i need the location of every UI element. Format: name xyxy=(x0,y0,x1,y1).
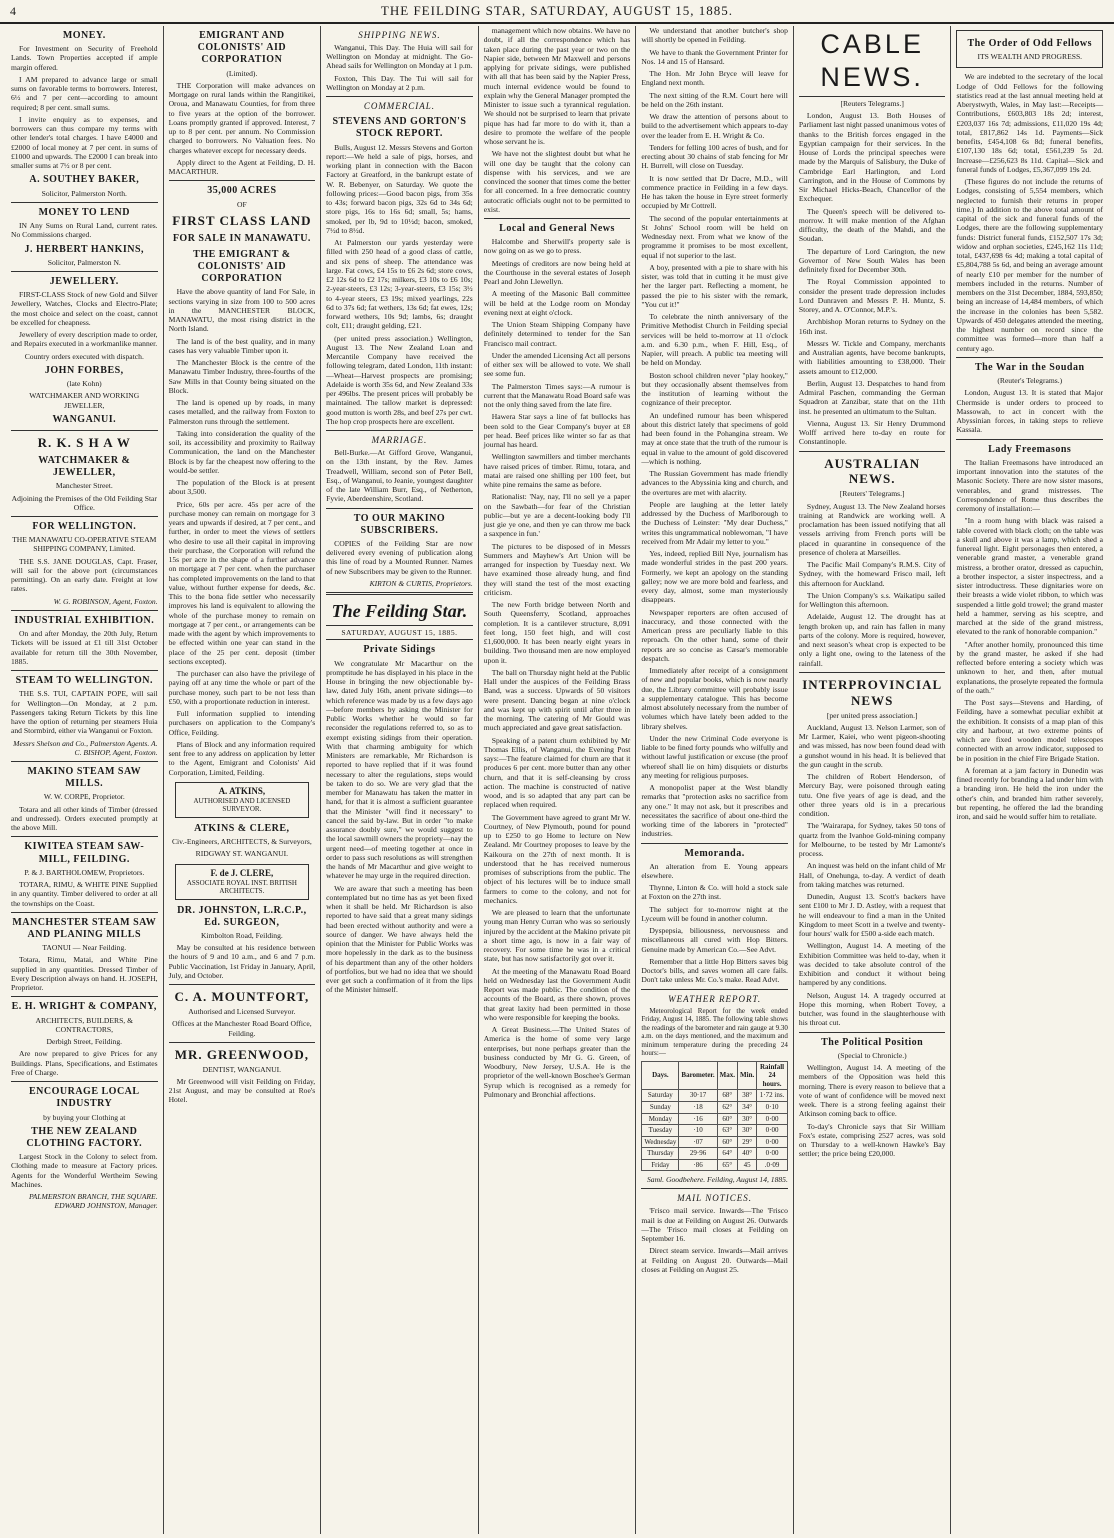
text: Under the amended Licensing Act all persons of either sex will be allowed to vote. We shall see some fun. xyxy=(483,350,631,379)
table-cell: Saturday xyxy=(642,1090,679,1102)
text: Largest Stock in the Colony to select from. Clothing made to measure at Factory prices. Agents for the Wonderful Wertheim Sewing Machines. xyxy=(11,1152,158,1189)
text: The new Forth bridge between North and South Queensferry, Scotland, approaches completion. It is a cantilever structure, 8,091 feet long, 150 feet high, and will cost £1,600,000. It has been nearly eight years in building. Two thousand men are now employed upon it. xyxy=(483,600,631,665)
table-cell: 68° xyxy=(717,1090,737,1102)
text: Derbigh Street, Feilding. xyxy=(46,1037,123,1047)
text: THE S.S. TUI, CAPTAIN POPE, will sail for Wellington—On Monday, at 2 p.m. Passengers taking Return Tickets by this line have the option of returning per steamers Huia and Stormbird, either via Wanganui or Foxton. xyxy=(11,689,158,736)
signature: W. G. ROBINSON, Agent, Foxton. xyxy=(53,596,158,606)
text: The pictures to be disposed of in Messrs Summers and Mayhew's Art Union will be arranged for inspection by Tuesday next. We have examined those already hung, and find they will stand the test of the most exacting criticism. xyxy=(483,541,631,597)
text: We are aware that such a meeting has been contemplated but no time has as yet been fixed when it shall be held. Mr Richardson is also reported to have said that a great many sidings had been erected without authority and were a source of danger. We have always held the opinion that the Minister for Public Works was more hopelessly in the dark as to the business of his department than any of the other holders of portfolios, but we had no idea that we should ever get such a confirmation of it from the lips of the Minister himself. xyxy=(326,883,473,995)
signature: Messrs Shelson and Co., Palmerston Agents. A. C. BISHOP, Agent, Foxton. xyxy=(13,738,158,757)
text: We are indebted to the secretary of the local Lodge of Odd Fellows for the following statistics read at the last annual meeting held at Aberystwyth, Wales, in May last:—Receipts—Contributions, £603,803 18s 2d; interest, £203,037 16s 7d; admissions, £11,020 19s 4d; total, £817,862 14s 1d. Payments—Sick benefits, £454,108 6s 8d; funeral benefits, £107,130 18s 6d; total, £561,239 5s 2d. Increase—£256,623 8s 11d. Capital—Sick and funeral funds of Lodges, £5,367,099 19s 2d. xyxy=(956,72,1104,174)
text: The Queen's speech will be delivered to-morrow. It will make mention of the Afghan difficulty, the death of the Mahdi, and the Soudan. xyxy=(798,206,946,244)
table-cell: 1·72 ins. xyxy=(757,1090,788,1102)
table-cell: 60° xyxy=(717,1136,737,1148)
column-7 xyxy=(951,26,1108,1534)
advertiser-name: MR. GREENWOOD, xyxy=(174,1046,309,1062)
column-5 xyxy=(636,26,794,1534)
text: May be consulted at his residence between the hours of 9 and 10 a.m., and 6 and 7 p.m. Public Vaccination, 1st Friday in January, April, July, and October. xyxy=(168,943,316,980)
text: Mr Greenwood will visit Feilding on Friday, 21st August, and may be consulted at Roe's Hotel. xyxy=(168,1076,316,1105)
heading-industrial-exhibition: INDUSTRIAL EXHIBITION. xyxy=(14,614,155,626)
dateline: SATURDAY, AUGUST 15, 1885. xyxy=(326,625,473,640)
advert-box-clere xyxy=(175,864,310,900)
text: Boston school children never "play hookey," but they occasionally absent themselves from the institution of learning without the cognizance of their preceptor. xyxy=(641,370,788,408)
text: Kimbolton Road, Feilding. xyxy=(200,930,283,940)
divider xyxy=(11,610,158,611)
text: Apply direct to the Agent at Feilding, D. H. MACARTHUR. xyxy=(168,157,316,177)
text: Rationalist: 'Nay, nay, I'll no sell ye a paper on the Sawbath—for fear of the Christian public—but ye are a decent-looking body I'll just gie ye one, and then ye can throw me back a saxpence in fun.' xyxy=(483,492,631,539)
text: THE Corporation will make advances on Mortgage on rural lands within the Rangitikei, Oroua, and Manawatu Counties, for from three to five years at the option of the borrower. Loans promptly granted if approved. Interest, 7 up to 8 per cent. per annum. No Commission charged to borrowers. No Valuation fees. No charges whatever except for necessary deeds. xyxy=(168,80,316,155)
heading-interprovincial-news: INTERPROVINCIAL NEWS xyxy=(802,676,943,708)
text: London, August 13. It is stated that Major Chermside is under orders to proceed to Massowah, to act in concert with the Abyssinian forces, in taking steps to relieve Kassala. xyxy=(956,388,1104,435)
text: We understand that another butcher's shop will shortly be opened in Feilding. xyxy=(641,26,788,45)
text: RIDGWAY ST. WANGANUI. xyxy=(195,849,289,859)
heading-local-and-general: Local and General News xyxy=(499,223,615,234)
text: OF xyxy=(237,199,247,209)
divider xyxy=(799,672,946,673)
table-row xyxy=(642,1125,788,1137)
table-cell: 45 xyxy=(738,1159,757,1171)
table-cell: Sunday xyxy=(642,1101,679,1113)
text: Hawera Star says a line of fat bullocks has been sold to the Gear Company's buyer at £8 per head. Beef prices like winter so far as that journal has heard. xyxy=(483,412,631,450)
text: The subject for to-morrow night at the Lyceum will be found in another column. xyxy=(641,904,788,923)
text: The Manchester Block is the centre of the Manawatu Timber Industry, three-fourths of the Saw Mills in that County being situated on the Block. xyxy=(168,358,316,395)
advertiser-name: JOHN FORBES, xyxy=(44,364,124,376)
advertiser-title: WATCHMAKER & JEWELLER, xyxy=(38,454,131,479)
heading-acres: 35,000 ACRES xyxy=(207,185,277,197)
column-3 xyxy=(321,26,479,1534)
table-cell: 0·00 xyxy=(757,1125,788,1137)
advertiser-name: ATKINS & CLERE, xyxy=(194,822,290,834)
advertiser-name: R. K. S H A W xyxy=(37,435,131,451)
signature: PALMERSTON BRANCH, THE SQUARE. EDWARD JOHNSTON, Manager. xyxy=(28,1192,158,1211)
advertiser-name: C. A. MOUNTFORT, xyxy=(174,989,310,1005)
text: We draw the attention of persons about to build to the advertisement which appears to-day over the leader from E. H. Wright & Co. xyxy=(641,112,788,140)
table-cell: ·86 xyxy=(679,1159,717,1171)
column-4 xyxy=(479,26,637,1534)
signature: KIRTON & CURTIS, Proprietors. xyxy=(369,578,473,588)
text: Jewellery of every description made to order, and Repairs executed in a workmanlike manner. xyxy=(11,330,158,349)
page-columns xyxy=(6,26,1108,1534)
column-6 xyxy=(794,26,952,1534)
text: AUTHORISED AND LICENSED SURVEYOR. xyxy=(193,796,291,814)
newspaper-title: The Feilding Star. xyxy=(331,601,468,622)
table-cell: 29·96 xyxy=(679,1148,717,1160)
table-cell: 0·10 xyxy=(757,1101,788,1113)
heading-aid-corporation: EMIGRANT AND COLONISTS' AID CORPORATION xyxy=(197,30,287,66)
divider xyxy=(956,439,1103,440)
advertiser-name: DR. JOHNSTON, L.R.C.P., Ed. SURGEON, xyxy=(177,904,307,928)
table-cell: 60° xyxy=(717,1113,737,1125)
text: We have to thank the Government Printer for Nos. 14 and 15 of Hansard. xyxy=(641,47,788,66)
table-cell: 29° xyxy=(738,1136,757,1148)
table-header: Min. xyxy=(738,1061,757,1090)
text: (late Kohn) xyxy=(66,379,102,389)
text: To celebrate the ninth anniversary of the Primitive Methodist Church in Feilding special services will be held to-morrow at 11 o'clock a.m. and 6.30 p.m., when F. Hill, Esq., of Napier, will preach. A public tea meeting will be held on Monday. xyxy=(641,312,788,368)
text: TAONUI — Near Feilding. xyxy=(42,943,127,953)
heading-cable-news: CABLE NEWS. xyxy=(799,28,946,97)
text: Dyspepsia, biliousness, nervousness and miscellaneous all cured with Hop Bitters. Genuine made by American Co.—See Advt. xyxy=(641,926,788,954)
text: (Limited). xyxy=(226,68,258,78)
divider xyxy=(956,357,1103,358)
heading-weather-report: WEATHER REPORT. xyxy=(668,993,762,1004)
table-cell: 0·00 xyxy=(757,1148,788,1160)
odd-fellows-box xyxy=(956,30,1103,68)
text: Berlin, August 13. Despatches to hand from Admiral Paschen, commanding the German Squadron at Zanzibar, state that on the 11th inst. he presented an ultimatum to the Sultan. xyxy=(798,378,946,416)
text: Direct steam service. Inwards—Mail arrives at Feilding on August 20. Outwards—Mail closes at Feilding on August 25. xyxy=(641,1246,788,1274)
divider xyxy=(484,218,631,219)
text: IN Any Sums on Rural Land, current rates. No Commissions charged. xyxy=(11,221,158,240)
text: A foreman at a jam factory in Dunedin was fined recently for branding a lad under him with a branding iron. He held the iron under the other's chin, and branded him rather severely, but repenting, he offered the lad the branding iron, and said he would suffer him to retaliate. xyxy=(956,765,1104,822)
heading-odd-fellows: The Order of Odd Fellows xyxy=(967,38,1093,49)
table-cell: 38° xyxy=(738,1090,757,1102)
table-row xyxy=(642,1148,788,1160)
heading-stock-report: STEVENS AND GORTON'S STOCK REPORT. xyxy=(332,116,467,140)
heading-encourage-local-industry: ENCOURAGE LOCAL INDUSTRY xyxy=(29,1086,140,1110)
text: The next sitting of the R.M. Court here will be held on the 26th instant. xyxy=(641,90,788,109)
table-cell: ·07 xyxy=(679,1136,717,1148)
text: W. W. CORPE, Proprietor. xyxy=(43,792,125,802)
text: A meeting of the Masonic Ball committee will be held at the Lodge room on Monday evening next at eight o'clock. xyxy=(483,289,631,317)
masthead xyxy=(0,0,1114,24)
text: The Russian Government has made friendly advances to the Abyssinia king and church, and the overtures are met with alacrity. xyxy=(641,469,788,497)
text: Vienna, August 13. Sir Henry Drummond Wolff arrived here to-day en route for Constantinople. xyxy=(798,418,946,447)
text: Totara and all other kinds of Timber (dressed and undressed). Orders executed promptly at the above Mill. xyxy=(11,804,158,833)
table-cell: 64° xyxy=(717,1148,737,1160)
heading-jewellery: JEWELLERY. xyxy=(49,276,119,287)
heading-private-sidings: Private Sidings xyxy=(363,644,436,656)
text: COPIES of the Feilding Star are now delivered every evening of publication along this line of road by a Mounted Runner. Names of new Subscribers may be given to the Runner. xyxy=(326,538,473,576)
text: Full information supplied to intending purchasers on application to the Company's Office, Feilding. xyxy=(168,709,316,737)
text: P. & J. BARTHOLOMEW, Proprietors. xyxy=(24,867,145,877)
text: Adelaide, August 12. The drought has at length broken up, and rain has fallen in many parts of the colony. More is required, however, and next season's wheat crop is expected to be only a light one, owing to the lateness of the rainfall. xyxy=(798,612,946,668)
divider xyxy=(11,836,158,837)
heading-memoranda: Memoranda. xyxy=(684,847,745,859)
text: Archbishop Moran returns to Sydney on the 16th inst. xyxy=(798,317,946,336)
text: (These figures do not include the returns of Lodges, consisting of 5,554 members, which neglected to furnish their returns in proper time.) In addition to the above total amount of capital of the sick and funeral funds of the Lodges, there are the following supplementary funds: District funeral funds, £152,507 17s 3d; widow and orphan societies, £245,162 11s 11d; total, £437,698 6s 4d; making a total capital of £5,804,788 5s 6d, and being an average amount of nearly £10 per member for the number of members included in the returns. Number of members on the 31st December, 1884, 593,850; being an increase of 14,484 members, of which the increase in the colonies has been 5,582. Upwards of 450 delegates attended the meeting, the highest number on record since the committee was formed—more than half a century ago. xyxy=(956,177,1104,353)
text: 'Frisco mail service. Inwards—The 'Frisco mail is due at Feilding on August 26. Outwards—The 'Frisco mail closes at Feilding on September 16. xyxy=(641,1206,788,1244)
divider xyxy=(11,430,158,431)
text: An inquest was held on the infant child of Mr Hall, of Onehunga, to-day. A verdict of death from taking matches was returned. xyxy=(798,861,946,889)
text: Auckland, August 13. Nelson Larmer, son of Mr Larmer, Kaiei, who went pigeon-shooting and was missed, has now been found dead with a gunshot wound in his head. It is believed that the gun caught in the scrub. xyxy=(798,722,946,769)
text: [Reuters Telegrams.] xyxy=(840,98,904,108)
table-row xyxy=(642,1101,788,1113)
divider xyxy=(326,592,473,595)
table-cell: 62° xyxy=(717,1101,737,1113)
table-cell: .0·09 xyxy=(757,1159,788,1171)
text: TOTARA, RIMU, & WHITE PINE Supplied in any quantity. Timber delivered to order at all the townships on the Coast. xyxy=(11,880,158,908)
advertiser-title: Solicitor, Palmerston North. xyxy=(41,188,127,198)
heading-political-position: The Political Position xyxy=(821,1036,924,1048)
table-cell: Thursday xyxy=(642,1148,679,1160)
text: Meetings of creditors are now being held at the Courthouse in the several estates of Joseph Pearl and John Llewellyn. xyxy=(483,258,631,287)
divider xyxy=(11,1081,158,1082)
table-cell: 0·00 xyxy=(757,1113,788,1125)
text: (per united press association.) Wellington, August 13. The New Zealand Loan and Mercantile Company have received the following telegram, dated London, 11th instant:—Wheat—Harvest prospects are promising; Adelaide is worth 35s 6d, and New Zealand 33s per 496lbs. The present prices will probably be maintained. The tallow market is depressed: good mutton is worth 28s, and beef 27s per cwt. The hop crop prospects here are excellent. xyxy=(326,333,473,426)
table-cell: Monday xyxy=(642,1113,679,1125)
text: For Investment on Security of Freehold Lands. Town Properties accepted if ample margin offered. xyxy=(11,44,158,72)
text: Nelson, August 14. A tragedy occurred at Hope this morning, when Robert Tovey, a butcher, was found in the slaughterhouse with his throat cut. xyxy=(798,990,946,1028)
text: THE S.S. JANE DOUGLAS, Capt. Fraser, will sail for the above port (circumstances permitting). On an early date. Freight at low rates. xyxy=(11,556,158,594)
signature: Saml. Goodbehere. Feilding, August 14, 1885. xyxy=(646,1175,788,1185)
text: Bulls, August 12. Messrs Stevens and Gorton report:—We held a sale of pigs, horses, and working plant in connection with the Bacon Factory at Greatford, in the bankrupt estate of W. R. Bebenyer, on Saturday. We quote the following prices:—Good bacon pigs, from 35s to 43s; forward bacon pigs, 32s 6d to 34s 6d; store pigs, 16s to 16s 6d; small, 5s; hams, smoked, per lb, 9d to 10½d; bacon, smoked, 7½d to 8½d. xyxy=(326,142,473,235)
advertiser-name: A. ATKINS, xyxy=(218,785,266,796)
text: The Palmerston Times says:—A rumour is current that the Manawatu Road Board safe was not the only thing saved from the late fire. xyxy=(483,381,631,410)
text: Thynne, Linton & Co. will hold a stock sale at Foxton on the 27th inst. xyxy=(641,883,788,902)
text: Yes, indeed, replied Bill Nye, journalism has made wonderful strides in the past 200 years. Formerly, we kept an apology on the standing galley; now we are more bold and fearless, and every day, almost, some man mysteriously disappears. xyxy=(641,549,788,605)
text: The land is of the best quality, and in many cases has very valuable Timber upon it. xyxy=(168,336,316,355)
divider xyxy=(11,912,158,913)
text: The departure of Lord Carington, the new Governor of New South Wales has been definitely fixed for December 30th. xyxy=(798,246,946,275)
divider xyxy=(11,670,158,671)
heading-australian-news: AUSTRALIAN NEWS. xyxy=(824,455,921,487)
divider xyxy=(11,761,158,762)
text: A monopolist paper at the West blandly remarks that "protection asks no sacrifice from any one." It may not ask, but it prescribes and necessitates the sacrifice of about one-third the working time of the laborers in "protected" industries. xyxy=(641,783,788,839)
table-cell: 30·17 xyxy=(679,1090,717,1102)
text: ARCHITECTS, BUILDERS, & CONTRACTORS, xyxy=(35,1015,134,1034)
heading-shipping-news: SHIPPING NEWS. xyxy=(358,30,441,40)
text: On and after Monday, the 20th July, Return Tickets will be issued at £1 till 31st October available for return till the 30th November, 1885. xyxy=(11,629,158,666)
table-header: Days. xyxy=(642,1061,679,1090)
table-header: Barometer. xyxy=(679,1061,717,1090)
heading-makino-saw-mills: MAKINO STEAM SAW MILLS. xyxy=(27,766,142,790)
divider xyxy=(169,1042,316,1043)
text: Manchester Street. xyxy=(55,481,113,491)
text: The purchaser can also have the privilege of paying off at any time the whole or part of the purchase money, such part to be not less than £50, with a proportionate reduction in interest. xyxy=(168,669,316,706)
text: At Palmerston our yards yesterday were filled with 250 head of a good class of cattle, and six pens of sheep. The attendance was large. Fat cows, £4 15s to £6 2s 6d; store cows, £2 12s 6d to £2 17s; milkers, £3 10s to £6 10s; 2-year-steers, £3 12s; 3-year-steers, £3 15s; 3½ to 4-year steers, £3 19s; mixed yearlings, 22s 6d to 37s 6d; fat wethers, 13s 6d; fat ewes, 12s; forward wethers, 10s 9d; lambs, 6s; draught colt, £11; draught gelding, £21. xyxy=(326,238,473,331)
text: Country orders executed with dispatch. xyxy=(24,351,144,361)
divider xyxy=(169,984,316,985)
table-cell: 34° xyxy=(738,1101,757,1113)
text: Bell-Burke.—At Gifford Grove, Wanganui, on the 13th instant, by the Rev. James Treadwell, William, second son of Peter Bell, Esq., of Wanganui, to Jeanie, youngest daughter of the late William Burr, Esq., of Netherton, Fyvie, Aberdeenshire, Scotland. xyxy=(326,448,473,504)
text: WATCHMAKER AND WORKING JEWELLER, xyxy=(29,391,140,410)
heading-steam-to-wellington: STEAM TO WELLINGTON. xyxy=(15,675,153,687)
divider xyxy=(11,516,158,517)
text: The Royal Commission appointed to consider the present trade depression includes Lord Dunraven and Messrs P. H. Muntz, S. Storey, and A. O'Connor, M.P.'s. xyxy=(798,277,946,315)
heading-war-in-soudan: The War in the Soudan xyxy=(974,361,1085,373)
text: management which now obtains. We have no doubt, if all the correspondence which has taken place during the past year or two on the Napier side, between Mr Maxwell and persons applying for private sidings, were published with all that has been said by the Napier Press, much internal evidence would be found to explain why the General Manager prompted the Minister to issue such a tyrannical regulation. We should not be surprised to learn that private pique has had far more to do with it, than a desire to promote the welfare of the people whose servant he is. xyxy=(483,26,631,146)
column-1 xyxy=(6,26,164,1534)
heading-money-to-lend: MONEY TO LEND xyxy=(38,206,130,218)
divider xyxy=(799,1032,946,1033)
heading-kiwitea-saw-mill: KIWITEA STEAM SAW-MILL, FEILDING. xyxy=(24,841,145,865)
text: Are now prepared to give Prices for any Buildings. Plans, Specifications, and Estimates Free of Charge. xyxy=(11,1049,158,1077)
text: by buying your Clothing at xyxy=(43,1112,126,1122)
text: A boy, presented with a pie to share with his sister, was told that in cutting it he must give her the larger part. Reflecting a moment, he passed the pie to his sister with the remark, "You cut it!" xyxy=(641,262,788,309)
text: The population of the Block is at present about 3,500. xyxy=(168,478,316,497)
text: I invite enquiry as to expenses, and borrowers can thus compare my terms with other lender's total charges. I have £4000 and £2000 of local money at 7 per cent. in sums of £1000 and upwards. The £2000 I can break into smaller sums at 7½ or 8 per cent. xyxy=(11,114,158,171)
advertiser-name: E. H. WRIGHT & COMPANY, xyxy=(11,1001,157,1013)
table-cell: ·16 xyxy=(679,1113,717,1125)
weather-table xyxy=(641,1061,788,1171)
text: THE MANAWATU CO-OPERATIVE STEAM SHIPPING COMPANY, Limited. xyxy=(12,535,157,554)
text: We have not the slightest doubt but what he will one day be taught that the colony can dispense with his services, and we are convinced the sooner that times come the better for all concerned. In a free democratic country autocratic officials ought not to be permitted to exist. xyxy=(483,149,631,214)
text: The Government have agreed to grant Mr W. Courtney, of New Plymouth, pound for pound up to £250 to go Home to lecture on New Zealand. Mr Courtney proposes to leave by the Kaikoura on the 27th of next month. It is understood that he has received numerous promises of subscriptions from the public. The object of his lectures will be to induce small farmers to come to the colony, and not for mechanics. xyxy=(483,812,631,905)
text: Plans of Block and any information required sent free to any address on application by letter to the Agent, Emigrant and Colonists' Aid Corporation, Limited, Feilding. xyxy=(168,739,316,777)
divider xyxy=(641,989,788,990)
text: Adjoining the Premises of the Old Feilding Star Office. xyxy=(11,493,157,512)
text: Wellington, August 14. A meeting of the Exhibition Committee was held to-day, when it was decided to take absolute control of the Exhibition and conduct it without being hampered by any conditions. xyxy=(798,941,946,988)
text: Newspaper reporters are often accused of inaccuracy, and those connected with the American press are peculiarly liable to this reproach. On the other hand, some of their reports are so concise as Cæsar's memorable despatch. xyxy=(641,607,788,663)
table-cell: ·18 xyxy=(679,1101,717,1113)
table-cell: Friday xyxy=(642,1159,679,1171)
heading-lady-freemasons: Lady Freemasons xyxy=(988,443,1072,455)
text: Wellington, August 14. A meeting of the members of the Opposition was held this morning. There is every reason to believe that a vote of want of confidence will be moved next week. There is a strong feeling against their Atkinson coming back to office. xyxy=(798,1063,946,1119)
advertiser-name: THE NEW ZEALAND CLOTHING FACTORY. xyxy=(26,1125,143,1149)
heading-first-class-land: FIRST CLASS LAND xyxy=(172,212,312,228)
text: At the meeting of the Manawatu Road Board held on Wednesday last the Government Audit Report was made public. The condition of the accounts of the Board, as there shown, proves that great laxity had been permitted in those who were responsible for keeping the books. xyxy=(483,966,631,1022)
advertiser-name: J. HERBERT HANKINS, xyxy=(24,243,145,255)
text: Wellington sawmillers and timber merchants have raised prices of timber. Rimu, totara, and matai are raised one shilling per 100 feet, but white pine remains the same as before. xyxy=(483,452,631,490)
text: The Pacific Mail Company's R.M.S. City of Sydney, with the homeward Frisco mail, left this afternoon for Auckland. xyxy=(798,560,946,588)
table-header-row xyxy=(642,1061,788,1090)
text: ASSOCIATE ROYAL INST. BRITISH ARCHITECTS. xyxy=(186,878,297,896)
advertiser-title: Solicitor, Palmerston N. xyxy=(47,257,121,267)
table-cell: 30° xyxy=(738,1113,757,1125)
table-cell: 30° xyxy=(738,1125,757,1137)
text: Taking into consideration the quality of the soil, its accessibility and proximity to Railway Communication, the land on the Manchester Block is by far the cheapest now offering to the would-be settler. xyxy=(168,428,316,475)
advertiser-town: WANGANUI. xyxy=(52,413,117,425)
divider xyxy=(641,1188,788,1189)
text: Offices at the Manchester Road Board Office, Feilding. xyxy=(172,1019,312,1038)
table-cell: 65° xyxy=(717,1159,737,1171)
divider xyxy=(326,96,473,97)
text: An alteration from E. Young appears elsewhere. xyxy=(641,861,788,880)
text: The ball on Thursday night held at the Public Hall under the auspices of the Feilding Brass Band, was a success. Upwards of 50 visitors were present. Dancing began at nine o'clock and was kept up with spirit until after three in the morning. The catering of Mr Gould was much appreciated and gave great satisfaction. xyxy=(483,667,631,733)
heading-for-wellington: FOR WELLINGTON. xyxy=(32,521,137,533)
text: Totara, Rimu, Matai, and White Pine supplied in any quantities. Dressed Timber of Every Description always on hand. H. JOSEPH, Proprietor. xyxy=(11,955,158,993)
table-header: Max. xyxy=(717,1061,737,1090)
text: "After another homily, pronounced this time by the grand master, he asked if she had reflected before entering a society which was unknown to her, and then, after mutual explanations, the proselyte repeated the formula of the oath." xyxy=(956,639,1104,695)
table-cell: 40° xyxy=(738,1148,757,1160)
text: To-day's Chronicle says that Sir William Fox's estate, comprising 2527 acres, was sold on Thursday to a well-known Hawke's Bay settler; the price being £20,000. xyxy=(798,1121,946,1159)
text: The Hon. Mr John Bryce will leave for England next month. xyxy=(641,69,788,88)
text: FIRST-CLASS Stock of new Gold and Silver Jewellery, Watches, Clocks and Electro-Plate; the most choice and select on the coast, cannot be excelled for cheapness. xyxy=(11,290,158,327)
text: London, August 13. Both Houses of Parliament last night passed unanimous votes of thanks to the British forces engaged in the Egyptian campaign for their services. In the House of Lords the principal speeches were made by the Marquis of Salisbury, the Duke of Cambridge Earl Harlington, and Lord Carrington, and in the House of Commons by Sir Michael Hicks-Beach, Chancellor of the Exchequer. xyxy=(798,111,946,204)
text: Have the above quantity of land For Sale, in sections varying in size from 100 to 500 acres in the MANCHESTER BLOCK, MANAWATU, the most rising district in the North Island. xyxy=(168,287,316,334)
text: An undefined rumour has been whispered about this district lately that specimens of gold had been found in the Pohangina stream. We may at once state that the truth of the rumour is equal in value to the amount of gold discovered—which is nothing. xyxy=(641,410,788,466)
table-cell: 0·00 xyxy=(757,1136,788,1148)
text: Authorised and Licensed Surveyor. xyxy=(188,1007,296,1017)
heading-marriage: MARRIAGE. xyxy=(371,435,428,446)
divider xyxy=(799,451,946,452)
text: Meteorological Report for the week ended Friday, August 14, 1885. The following table shows the readings of the barometer and rain gauge at 9.30 a.m. on the days mentioned, and the maximum and minimum temperature during the preceding 24 hours:— xyxy=(641,1006,788,1058)
table-header: Rainfall 24 hours. xyxy=(757,1061,788,1090)
text: The 'Wairarapa, for Sydney, takes 50 tons of quartz from the Ivanhoe Gold-mining company for Melbourne, to be tested by Mr Lamonte's process. xyxy=(798,821,946,859)
text: The Union Company's s.s. Waikatipu sailed for Wellington this afternoon. xyxy=(798,590,946,610)
text: We congratulate Mr Macarthur on the promptitude he has displayed in his place in the House in bringing the new objectionable by-law, dated July 16th, anent private sidings—to which reference was made by us a few days ago—before members by asking the Minister for Public Works whether he would so far reconsider the regulations referred to, so as to exempt existing sidings from their operation. With that charming ambiguity for which Ministers are remarkable, Mr Richardson is reported to have replied that if it was found necessary to alter the regulations, steps would be taken to do so. We are very glad that the member for Manawatu has taken the matter in hand, for that it is almost a sufficient guarantee that the Minister "will find it necessary" to cancel the said by-law. But in order "to make assurance doubly sure," we would suggest to the local sawmill owners the propriety—nay the urgent need—of meeting together at once in order to pass such resolutions as will strengthen the hands of Mr Macarthur and give weight to whatever he may urge in the required direction. xyxy=(326,658,473,881)
divider xyxy=(326,430,473,431)
heading-for-sale: FOR SALE IN MANAWATU. xyxy=(172,232,311,244)
advertiser-name: A. SOUTHEY BAKER, xyxy=(29,174,140,186)
text: Halcombe and Sherwill's property sale is now going on as we go to press. xyxy=(483,237,631,256)
text: The Italian Freemasons have introduced an important innovation into the statutes of the Masonic Society. There are now sister masons, venerables, and grand mistresses. The Correspondence of Rome thus describes the ceremony of installation:— xyxy=(956,457,1104,514)
text: Speaking of a patent churn exhibited by Mr Thomas Ellis, of Wanganui, the Evening Post says:—The feature claimed for churn are that it produces 6 per cent. more butter than any other churn, and that it is self-cleansing by cross action. The machine is constructed of native wood, and is so adapted that any part can be replaced when required. xyxy=(483,735,631,810)
page-number: 4 xyxy=(10,4,17,18)
text: "In a room hung with black was raised a table covered with black cloth; on the table was a skull and above it was a lamp, which shed a funereal light. Eight personages then entered, a venerable grand master, a venerable grand mistress, a brother orator, dressed as capuchin, a brother inspector, a sister inspectress, and a sister introductress. These dignitaries wore on their breasts a wide violet ribbon, to which was suspended a little gold trowel; the grand master held a hammer, serving as his sceptre, and marched at the side of the grand mistress, elevated to the rank of honorable companion." xyxy=(956,516,1104,637)
text: People are laughing at the letter lately addressed by the Duchess of Marlborough to the Duchess of Leinster: "My dear Duchess," writes this ungrammatical noblewoman, "I have received from Mr Adair my letter to you." xyxy=(641,499,788,546)
table-cell: 63° xyxy=(717,1125,737,1137)
table-cell: Tuesday xyxy=(642,1125,679,1137)
advertiser-name: F. de J. CLERE, xyxy=(210,867,274,878)
text: [per united press association.] xyxy=(826,710,918,720)
text: Wanganui, This Day. The Huia will sail for Wellington on Monday at midnight. The Go-Ahead sails for Wellington on Monday at 1 p.m. xyxy=(326,42,473,71)
text: The children of Robert Henderson, of Mercury Bay, were poisoned through eating tutu. One five years of age is dead, and the other three years old is in a precarious condition. xyxy=(798,772,946,819)
heading-money: MONEY. xyxy=(62,30,106,41)
text: Sydney, August 13. The New Zealand horses training at Randwick are working well. A proclamation has been issued notifying that all vessels arriving from French ports will be placed in quarantine in consequence of the presence of cholera at Marseilles. xyxy=(798,501,946,557)
text: Price, 60s per acre. 45s per acre of the purchase money can remain on mortgage for 3 years and upwards if desired, at 7 per cent., and further, in order to meet the views of settlers who desire to use all their capital in improving their purchase, the Corporation will refund the 15s per acre in the shape of a further advance on mortgage at 7 per cent. when the purchaser has completed improvements on the land to that value, without further expense for deeds, &c. This to the bona fide settler who necessarily improves his land is equivalent to allowing the whole of the purchase money to remain on mortgage at 7 per cent., or arrangements can be made with the agent by which improvements to be effected within one year can stand in the place of the 25 per cent. deposit (timber sections excepted). xyxy=(168,499,316,666)
text: Messrs W. Tickle and Company, merchants and Australian agents, have become bankrupts, with liabilities amounting to £38,000. Their assets amount to £12,000. xyxy=(798,338,946,376)
text: We are pleased to learn that the unfortunate young man Henry Curran who was so seriously injured by the accident at the Makino private pit a short time ago, is now in a fair way of recovery. For some time he was in a critical state, but has now satisfactorily got over it. xyxy=(483,908,631,964)
text: Remember that a little Hop Bitters saves big Doctor's bills, and saves women all care fails. Don't take unless Mr. Co.'s make. Read Advt. xyxy=(641,956,788,985)
advert-box-atkins xyxy=(175,782,310,818)
heading-corporation: THE EMIGRANT & COLONISTS' AID CORPORATION xyxy=(193,248,291,285)
heading-commercial: COMMERCIAL. xyxy=(363,101,436,112)
text: DENTIST, WANGANUI. xyxy=(202,1064,282,1074)
heading-manchester-saw-mills: MANCHESTER STEAM SAW AND PLANING MILLS xyxy=(12,916,157,941)
text: Foxton, This Day. The Tui will sail for Wellington on Monday at 2 p.m. xyxy=(326,73,473,92)
text: [Reuters' Telegrams.] xyxy=(839,489,905,499)
divider xyxy=(11,271,158,272)
text: The Union Steam Shipping Company have definitely determined to tender for the San Francisco mail contract. xyxy=(483,320,631,348)
text: The land is opened up by roads, in many cases metalled, and the railway from Foxton to Palmerston runs through the settlement. xyxy=(168,398,316,426)
text: Dunedin, August 13. Scott's backers have sent £100 to Mr J. D. Astley, with a request that he will endeavour to find a man in the United Kingdom to meet Scott in a twelve and twenty-four hours' walk for £500 a-side each match. xyxy=(798,892,946,939)
table-row xyxy=(642,1159,788,1171)
divider xyxy=(326,508,473,509)
divider xyxy=(11,996,158,997)
heading-makino-subscribers: TO OUR MAKINO SUBSCRIBERS. xyxy=(353,512,446,536)
heading-mail-notices: MAIL NOTICES. xyxy=(677,1193,753,1204)
text: (Special to Chronicle.) xyxy=(837,1050,907,1060)
text: ITS WEALTH AND PROGRESS. xyxy=(977,52,1083,62)
table-row xyxy=(642,1090,788,1102)
text: The Post says—Stevens and Harding, of Feilding, have a somewhat peculiar exhibit at the exhibition. It consists of a map plan of this city and harbour, at two extreme points of which are fixed wooden model telescopes connected with an arrow indicator, supposed to be in position in the chief Fire Brigade Station. xyxy=(956,698,1104,763)
table-row xyxy=(642,1113,788,1125)
text: Tenders for felling 100 acres of bush, and for erecting about 30 chains of stab fencing for Mr H. Burrell, will close on Tuesday. xyxy=(641,142,788,171)
column-2 xyxy=(164,26,322,1534)
text: A Great Business.—The United States of America is the home of some very large enterprises, but none perhaps greater than the business conducted by Mr G. G. Green, of Woodbury, New Jersey, U.S.A. He is the proprietor of the well-known Boschee's German Syrup which is recognised as a remedy for Pulmonary and Bronchial affections. xyxy=(483,1025,631,1099)
table-row xyxy=(642,1136,788,1148)
text: I AM prepared to advance large or small sums on favorable terms to borrowers. Interest, 6½ and 7 per cent—according to amount required; 8 per cent. small sums. xyxy=(11,74,158,112)
masthead-title: THE FEILDING STAR, SATURDAY, AUGUST 15, 1885. xyxy=(380,3,734,18)
text: Civ.-Engineers, ARCHITECTS, & Surveyors, xyxy=(171,837,312,847)
text: Immediately after receipt of a consignment of new and popular books, which is now nearly due, the Library committee will probably issue a supplementary catalogue. This has become almost absolutely necessary from the number of volumes which have lately been added to the library shelves. xyxy=(641,666,788,731)
divider xyxy=(11,202,158,203)
text: (Reuter's Telegrams.) xyxy=(997,376,1063,386)
divider xyxy=(641,843,788,844)
table-cell: Wednesday xyxy=(642,1136,679,1148)
text: It is now settled that Dr Dacre, M.D., will commence practice in Feilding in a few days. He has taken the house in Eyre street formerly occupied by Mr Cottrell. xyxy=(641,173,788,211)
table-cell: ·10 xyxy=(679,1125,717,1137)
divider xyxy=(169,180,316,181)
text: The second of the popular entertainments at St Johns' School room will be held on Wednesday next. From what we know of the programme it promises to be most excellent, equal if not superior to the last. xyxy=(641,213,788,260)
text: Under the new Criminal Code everyone is liable to be fined forty pounds who wilfully and without lawful justification or excuse (the proof whereof shall lie on him) disquiets or disturbs any meeting for religious purposes. xyxy=(641,733,788,780)
